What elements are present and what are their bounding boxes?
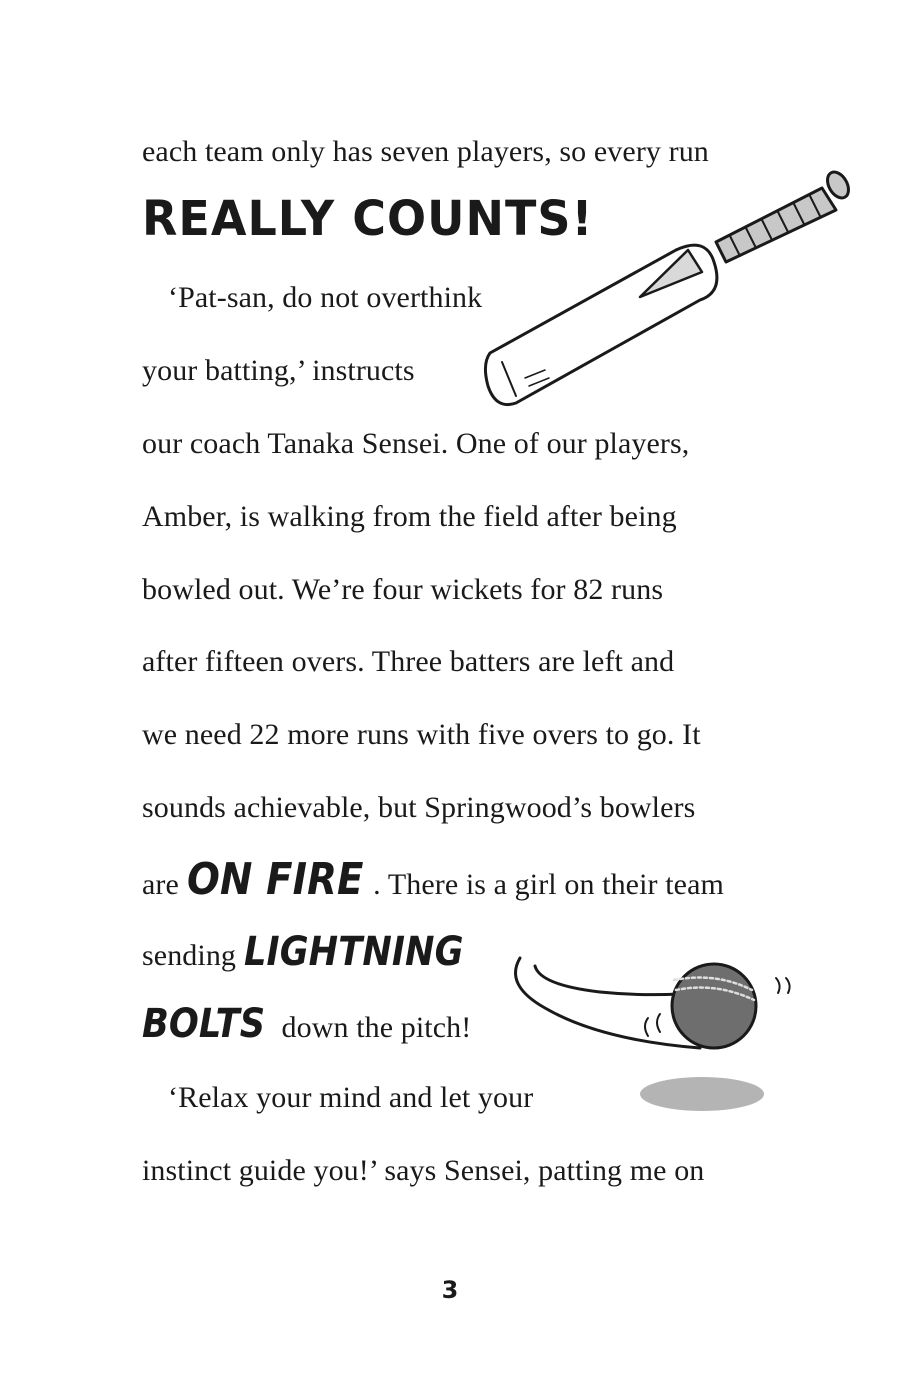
page-number: 3 — [441, 1276, 459, 1304]
text-line-3: your batting,’ instructs — [142, 354, 415, 387]
text-bolts-rest: down the pitch! — [273, 1011, 472, 1044]
text-line-on-fire — [142, 854, 724, 905]
text-line-4: our coach Tanaka Sensei. One of our players, — [142, 427, 690, 460]
text-fire-rest: . There is a girl on their team — [373, 868, 724, 901]
cricket-ball-illustration — [516, 958, 790, 1111]
text-line-7: after fifteen overs. Three batters are left and — [142, 645, 675, 678]
text-line-lightning — [142, 929, 493, 975]
heading-really-counts: REALLY COUNTS! — [142, 190, 594, 247]
text-line-9: sounds achievable, but Springwood’s bowlers — [142, 791, 696, 824]
text-sending: sending — [142, 939, 244, 972]
text-line-2: ‘Pat-san, do not overthink — [168, 281, 483, 314]
text-line-5: Amber, is walking from the field after being — [142, 500, 677, 533]
text-line-8: we need 22 more runs with five overs to go. It — [142, 718, 701, 751]
shout-lightning: LIGHTNING — [243, 929, 464, 975]
shout-bolts: BOLTS — [142, 1001, 266, 1047]
text-line-1: each team only has seven players, so every run — [142, 135, 709, 168]
shout-on-fire: ON FIRE — [186, 854, 364, 905]
text-line-bolts — [142, 1001, 472, 1047]
text-line-instinct: instinct guide you!’ says Sensei, patting me on — [142, 1154, 705, 1187]
text-line-relax: ‘Relax your mind and let your — [168, 1081, 534, 1114]
text-line-6: bowled out. We’re four wickets for 82 runs — [142, 573, 664, 606]
text-are: are — [142, 868, 187, 901]
